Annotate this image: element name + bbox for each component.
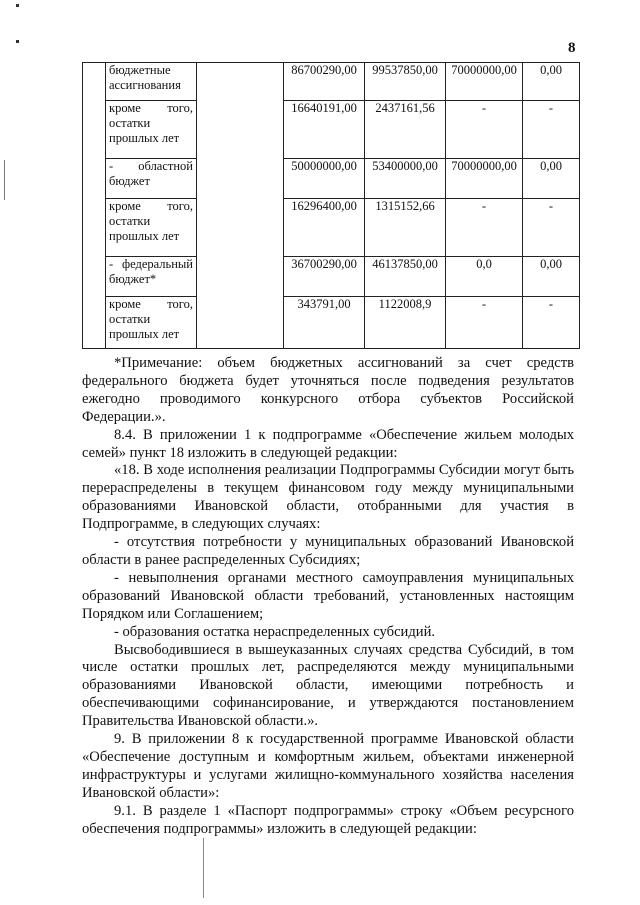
row-label: бюджетные ассигнования [109, 63, 181, 92]
cell-value: 99537850,00 [365, 63, 446, 101]
cell-value: - [446, 297, 523, 349]
cell-value: 0,00 [523, 159, 580, 199]
cell-value: - [523, 101, 580, 159]
case-item: - образования остатка нераспределенных субсидий. [114, 623, 436, 640]
budget-table [82, 62, 580, 349]
scan-line-bottom [203, 838, 204, 898]
cell-value: 36700290,00 [284, 257, 365, 297]
table-row [83, 101, 580, 159]
cell-value: 0,00 [523, 63, 580, 101]
cell-value: 86700290,00 [284, 63, 365, 101]
paragraph-9: 9. В приложении 8 к государственной программе Ивановской области «Обеспечение доступным и комфортным жильем, объектами инженерной инфраструктуры и услугами жилищно-коммунального хозяйства населения Ивановской области»: [82, 731, 574, 801]
paragraph-9-1: 9.1. В разделе 1 «Паспорт подпрограммы» строку «Объем ресурсного обеспечения подпрограммы» изложить в следующей редакции: [82, 802, 574, 837]
cell-value: 0,0 [446, 257, 523, 297]
cell-value: - [523, 199, 580, 257]
paragraph-8-4: 8.4. В приложении 1 к подпрограмме «Обеспечение жильем молодых семей» пункт 18 изложить в следующей редакции: [82, 426, 574, 461]
table-row [83, 159, 580, 199]
cell-value: - [523, 297, 580, 349]
table-row [83, 257, 580, 297]
cell-value: 70000000,00 [446, 159, 523, 199]
row-label: кроме того, остатки прошлых лет [109, 297, 193, 341]
table-row [83, 63, 580, 101]
table-row [83, 297, 580, 349]
row-label: кроме того, остатки прошлых лет [109, 199, 193, 243]
cell-value: 16640191,00 [284, 101, 365, 159]
scan-mark-top [16, 4, 19, 7]
cell-value: 70000000,00 [446, 63, 523, 101]
scan-mark-left [16, 40, 19, 43]
row-label: кроме того, остатки прошлых лет [109, 101, 193, 145]
table-row [83, 199, 580, 257]
binding-line [4, 160, 5, 200]
cell-value: - [446, 101, 523, 159]
footnote: *Примечание: объем бюджетных ассигнований за счет средств федерального бюджета будет уточняться после подведения результатов ежегодно проводимого конкурсного отбора субъектов Российской Федерации.». [82, 355, 574, 425]
cell-value: 0,00 [523, 257, 580, 297]
case-item: - невыполнения органами местного самоуправления муниципальных образований Ивановской области требований, установленных настоящим Порядком или Соглашением; [82, 569, 574, 622]
row-label: - областной бюджет [109, 159, 193, 188]
row-label: - федеральный бюджет* [109, 257, 193, 286]
paragraph-18: «18. В ходе исполнения реализации Подпрограммы Субсидии могут быть перераспределены в текущем финансовом году между муниципальными образованиями Ивановской области, отобранными для участия в Подпрограмме, в следующих случаях: [82, 462, 574, 533]
cell-value: 46137850,00 [365, 257, 446, 297]
case-item: - отсутствия потребности у муниципальных образований Ивановской области в ранее распределенных Субсидиях; [82, 534, 574, 568]
cell-value: 53400000,00 [365, 159, 446, 199]
page-number: 8 [568, 40, 576, 56]
cell-value: 343791,00 [284, 297, 365, 349]
cell-value: 1315152,66 [365, 199, 446, 257]
cell-value: 16296400,00 [284, 199, 365, 257]
cell-value: 2437161,56 [365, 101, 446, 159]
cell-value: - [446, 199, 523, 257]
document-body [82, 355, 574, 838]
cell-value: 50000000,00 [284, 159, 365, 199]
cell-value: 1122008,9 [365, 297, 446, 349]
paragraph-released-funds: Высвободившиеся в вышеуказанных случаях средства Субсидий, в том числе остатки прошлых лет, распределяются между муниципальными образованиями Ивановской области, имеющими потребность и обеспечивающими софинансирование, и утверждаются постановлением Правительства Ивановской области.». [82, 641, 574, 730]
